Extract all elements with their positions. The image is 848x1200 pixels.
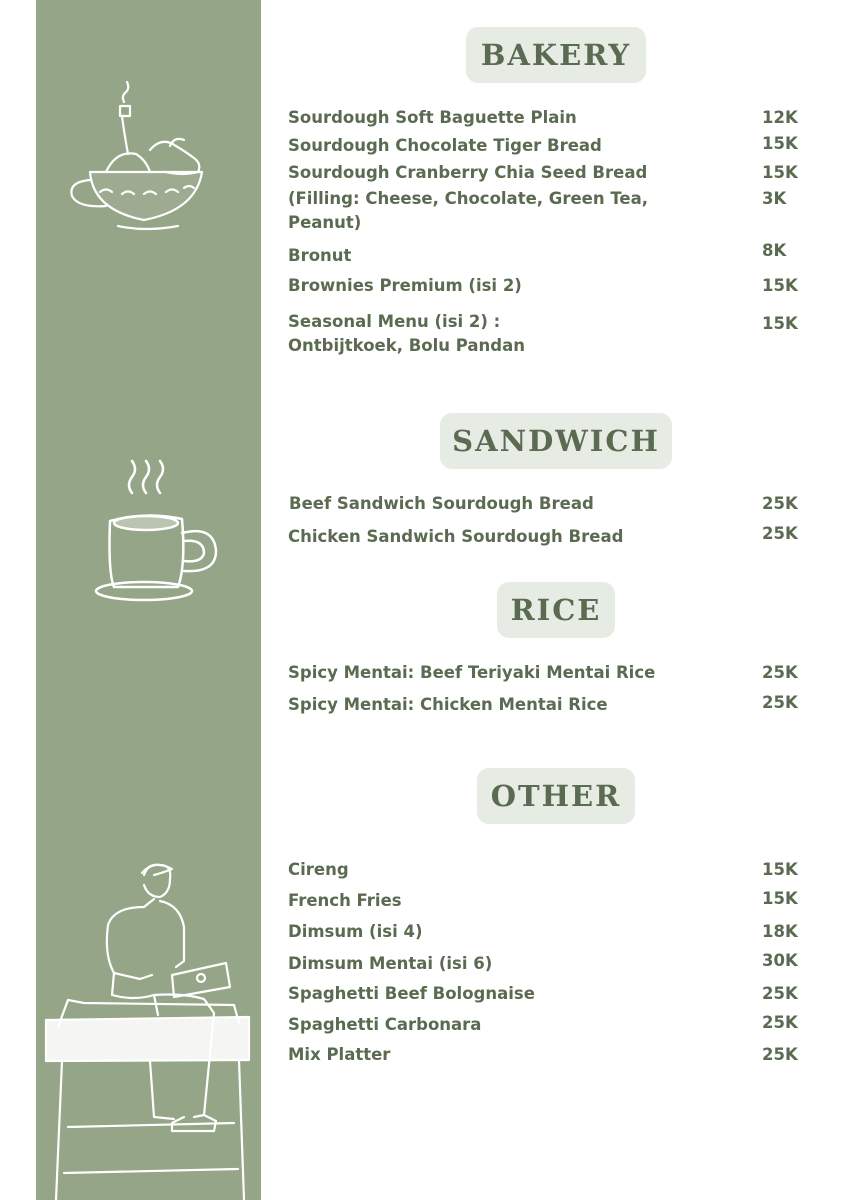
menu-item-name: Beef Sandwich Sourdough Bread	[289, 494, 594, 513]
menu-item-price: 25K	[762, 693, 798, 712]
section-title-bakery: BAKERY	[466, 27, 646, 83]
menu-item-name: Dimsum Mentai (isi 6)	[288, 954, 493, 973]
sidebar-panel	[36, 0, 261, 1200]
menu-item-price: 15K	[762, 860, 798, 879]
person-with-laptop-icon	[44, 855, 254, 1200]
menu-item-price: 25K	[762, 1045, 798, 1064]
menu-item-name: Sourdough Chocolate Tiger Bread	[288, 136, 602, 155]
menu-item-price: 30K	[762, 951, 798, 970]
menu-item-name: Spaghetti Beef Bolognaise	[288, 984, 535, 1003]
menu-item-name: Sourdough Soft Baguette Plain	[288, 108, 577, 127]
menu-item-price: 25K	[762, 524, 798, 543]
menu-item-name: Spicy Mentai: Chicken Mentai Rice	[288, 695, 608, 714]
menu-item-name: Dimsum (isi 4)	[288, 922, 423, 941]
menu-item-price: 3K	[762, 189, 787, 208]
menu-item-price: 25K	[762, 1013, 798, 1032]
section-title-rice: RICE	[497, 582, 615, 638]
section-title-sandwich: SANDWICH	[440, 413, 672, 469]
menu-item-price: 15K	[762, 163, 798, 182]
menu-item-price: 12K	[762, 108, 798, 127]
menu-item-price: 15K	[762, 314, 798, 333]
menu-item-name: Brownies Premium (isi 2)	[288, 276, 522, 295]
menu-item-name: Spaghetti Carbonara	[288, 1015, 482, 1034]
menu-item-price: 25K	[762, 494, 798, 513]
menu-item-name: Bronut	[288, 246, 352, 265]
menu-item-name: Spicy Mentai: Beef Teriyaki Mentai Rice	[288, 663, 656, 682]
menu-item-price: 18K	[762, 922, 798, 941]
menu-item-name: Cireng	[288, 860, 349, 879]
menu-item-price: 15K	[762, 134, 798, 153]
menu-item-price: 15K	[762, 889, 798, 908]
menu-item-name: Chicken Sandwich Sourdough Bread	[288, 527, 624, 546]
menu-item-price: 25K	[762, 663, 798, 682]
menu-item-price: 8K	[762, 241, 787, 260]
menu-item-name: Mix Platter	[288, 1045, 391, 1064]
teacup-reading-person-icon	[66, 80, 226, 235]
section-title-other: OTHER	[477, 768, 635, 824]
menu-item-price: 15K	[762, 276, 798, 295]
menu-item-price: 25K	[762, 984, 798, 1003]
menu-item-name: Sourdough Cranberry Chia Seed Bread	[288, 163, 648, 182]
steaming-mug-icon	[86, 455, 226, 605]
menu-item-name: French Fries	[288, 891, 402, 910]
menu-item-name: Seasonal Menu (isi 2) : Ontbijtkoek, Bolu Pandan	[288, 312, 525, 355]
menu-item-name: (Filling: Cheese, Chocolate, Green Tea, Peanut)	[288, 189, 648, 232]
